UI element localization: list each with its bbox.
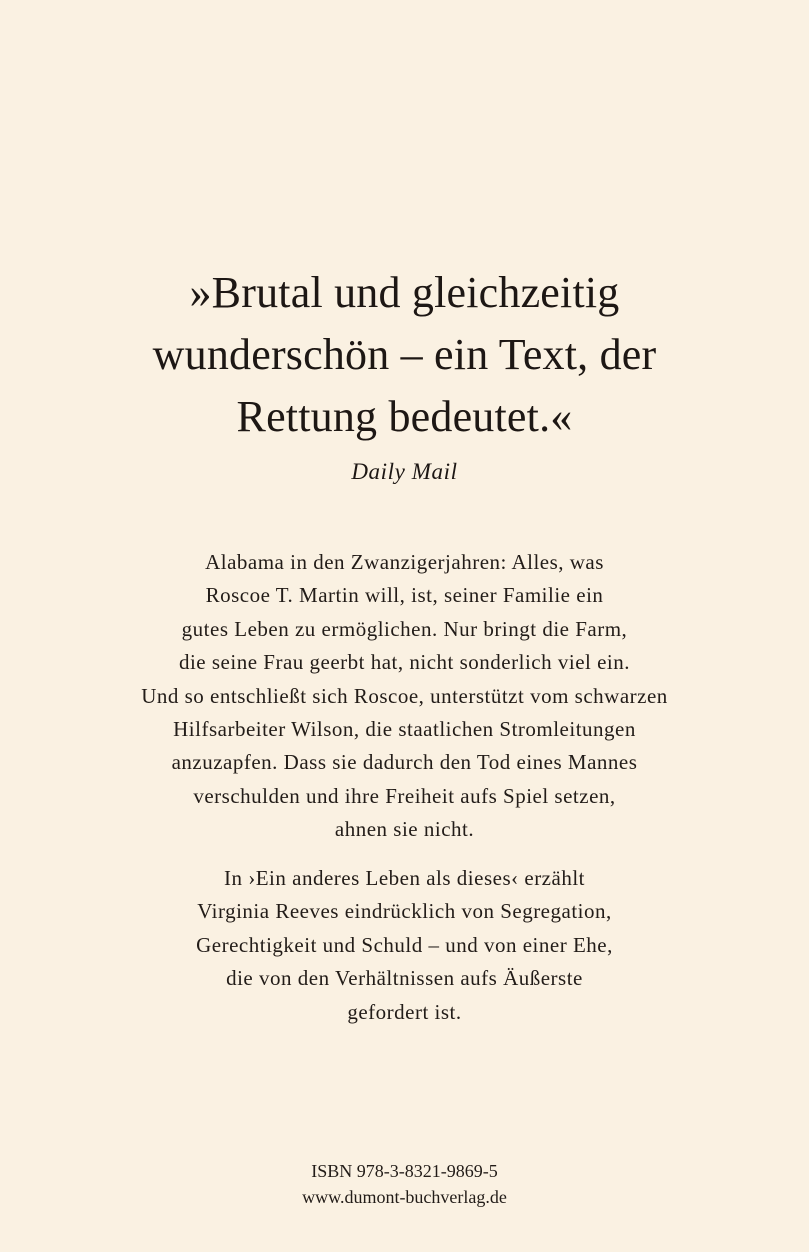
quote-line-1: »Brutal und gleichzeitig — [189, 268, 620, 317]
blurb-paragraph-2 — [0, 862, 809, 1029]
blurb-line: gefordert ist. — [347, 999, 462, 1024]
blurb-line: anzuzapfen. Dass sie dadurch den Tod eines Mannes — [171, 750, 638, 775]
publisher-footer — [0, 1158, 809, 1210]
blurb-line: Virginia Reeves eindrücklich von Segregation, — [197, 899, 612, 924]
blurb-line: Gerechtigkeit und Schuld – und von einer Ehe, — [196, 932, 613, 957]
quote-line-2: wunderschön – ein Text, der — [152, 330, 657, 379]
blurb-line: In ›Ein anderes Leben als dieses‹ erzählt — [223, 866, 585, 890]
blurb-line: gutes Leben zu ermöglichen. Nur bringt die Farm, — [181, 616, 628, 641]
blurb-line: Roscoe T. Martin will, ist, seiner Familie ein — [205, 583, 604, 608]
blurb-line: Hilfsarbeiter Wilson, die staatlichen Stromleitungen — [173, 717, 636, 742]
blurb-paragraph-1 — [0, 546, 809, 847]
publisher-url: www.dumont-buchverlag.de — [302, 1187, 507, 1207]
review-quote — [0, 262, 809, 448]
blurb-line: die seine Frau geerbt hat, nicht sonderlich viel ein. — [178, 650, 631, 675]
blurb-line: die von den Verhältnissen aufs Äußerste — [226, 966, 583, 991]
blurb-line: Alabama in den Zwanzigerjahren: Alles, was — [205, 550, 604, 574]
blurb-line: verschulden und ihre Freiheit aufs Spiel setzen, — [193, 783, 616, 808]
blurb-line: Und so entschließt sich Roscoe, unterstützt vom schwarzen — [141, 683, 668, 708]
quote-source: Daily Mail — [351, 459, 458, 484]
isbn-text: ISBN 978-3-8321-9869-5 — [311, 1161, 498, 1181]
blurb-line: ahnen sie nicht. — [334, 817, 475, 842]
quote-line-3: Rettung bedeutet.« — [236, 392, 573, 441]
